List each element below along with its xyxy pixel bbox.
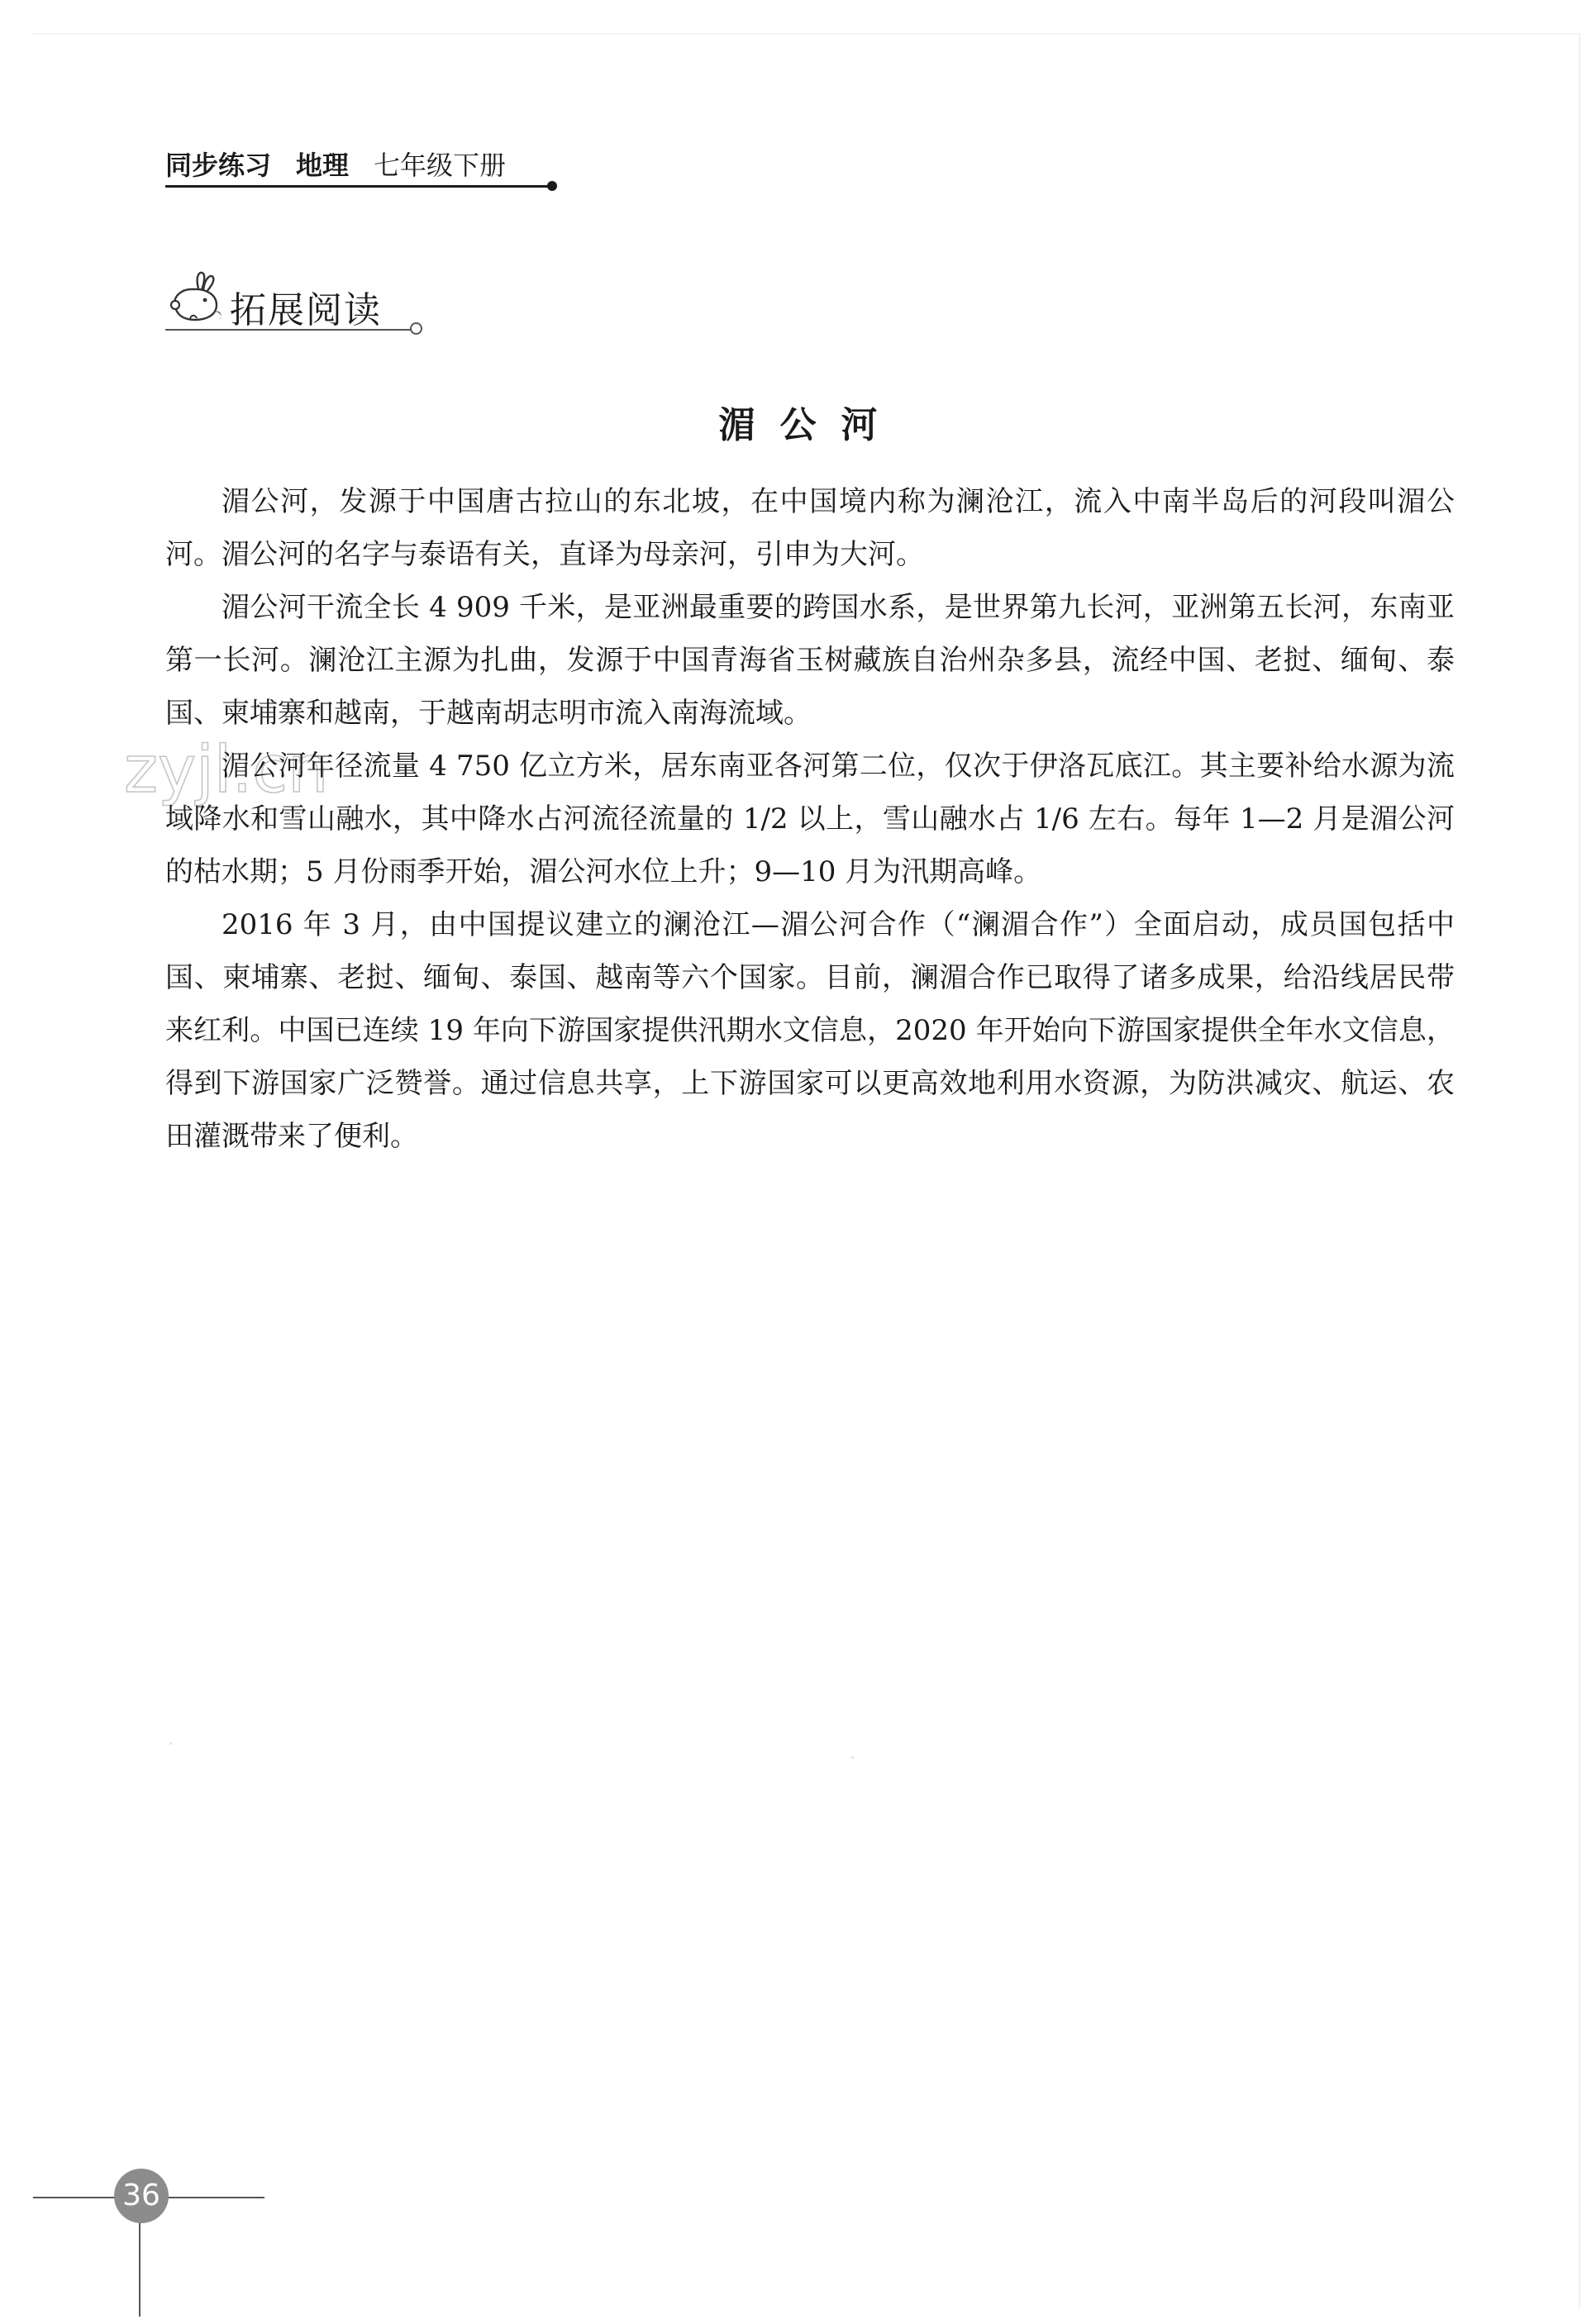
watermark-text: zyjl.cn — [124, 733, 329, 807]
page-edge — [33, 33, 1580, 2307]
rabbit-icon — [165, 269, 231, 326]
paragraph: 2016 年 3 月，由中国提议建立的澜沧江—湄公河合作（“澜湄合作”）全面启动，成员国包括中国、柬埔寨、老挝、缅甸、泰国、越南等六个国家。目前，澜湄合作已取得了诸多成果，给沿线居民带来红利。中国已连续 19 年向下游国家提供汛期水文信息，2020 年开始向下游国家提供全年水文信息，得到下游国家广泛赞誉。通过信息共享，上下游国家可以更高效地利用水资源，为防洪减灾、航运、农田灌溉带来了便利。 — [165, 908, 1455, 1153]
article-body — [165, 475, 1455, 1163]
section-rule-ring — [410, 322, 422, 335]
paragraph: 湄公河，发源于中国唐古拉山的东北坡，在中国境内称为澜沧江，流入中南半岛后的河段叫湄公河。湄公河的名字与泰语有关，直译为母亲河，引申为大河。 — [165, 485, 1455, 571]
header-rule — [165, 185, 550, 188]
article-title: 湄公河 — [718, 404, 903, 446]
header-grade: 七年级下册 — [374, 150, 507, 181]
scan-speck — [851, 1756, 854, 1759]
paragraph: 湄公河年径流量 4 750 亿立方米，居东南亚各河第二位，仅次于伊洛瓦底江。其主要补给水源为流域降水和雪山融水，其中降水占河流径流量的 1/2 以上，雪山融水占 1/6 左右。每年 1—2 月是湄公河的枯水期；5 月份雨季开始，湄公河水位上升；9—10 月为汛期高峰。 — [165, 750, 1455, 888]
page-number: 36 — [114, 2169, 169, 2223]
header-series: 同步练习 — [165, 150, 272, 181]
section-title: 拓展阅读 — [230, 289, 382, 331]
section-banner — [165, 269, 430, 335]
section-rule — [165, 329, 412, 331]
running-header — [165, 145, 554, 186]
header-subject: 地理 — [296, 150, 350, 181]
scan-speck — [169, 1742, 172, 1745]
header-rule-dot — [547, 181, 557, 191]
paragraph: 湄公河干流全长 4 909 千米，是亚洲最重要的跨国水系，是世界第九长河，亚洲第五长河，东南亚第一长河。澜沧江主源为扎曲，发源于中国青海省玉树藏族自治州杂多县，流经中国、老挝、缅甸、泰国、柬埔寨和越南，于越南胡志明市流入南海流域。 — [165, 591, 1455, 730]
